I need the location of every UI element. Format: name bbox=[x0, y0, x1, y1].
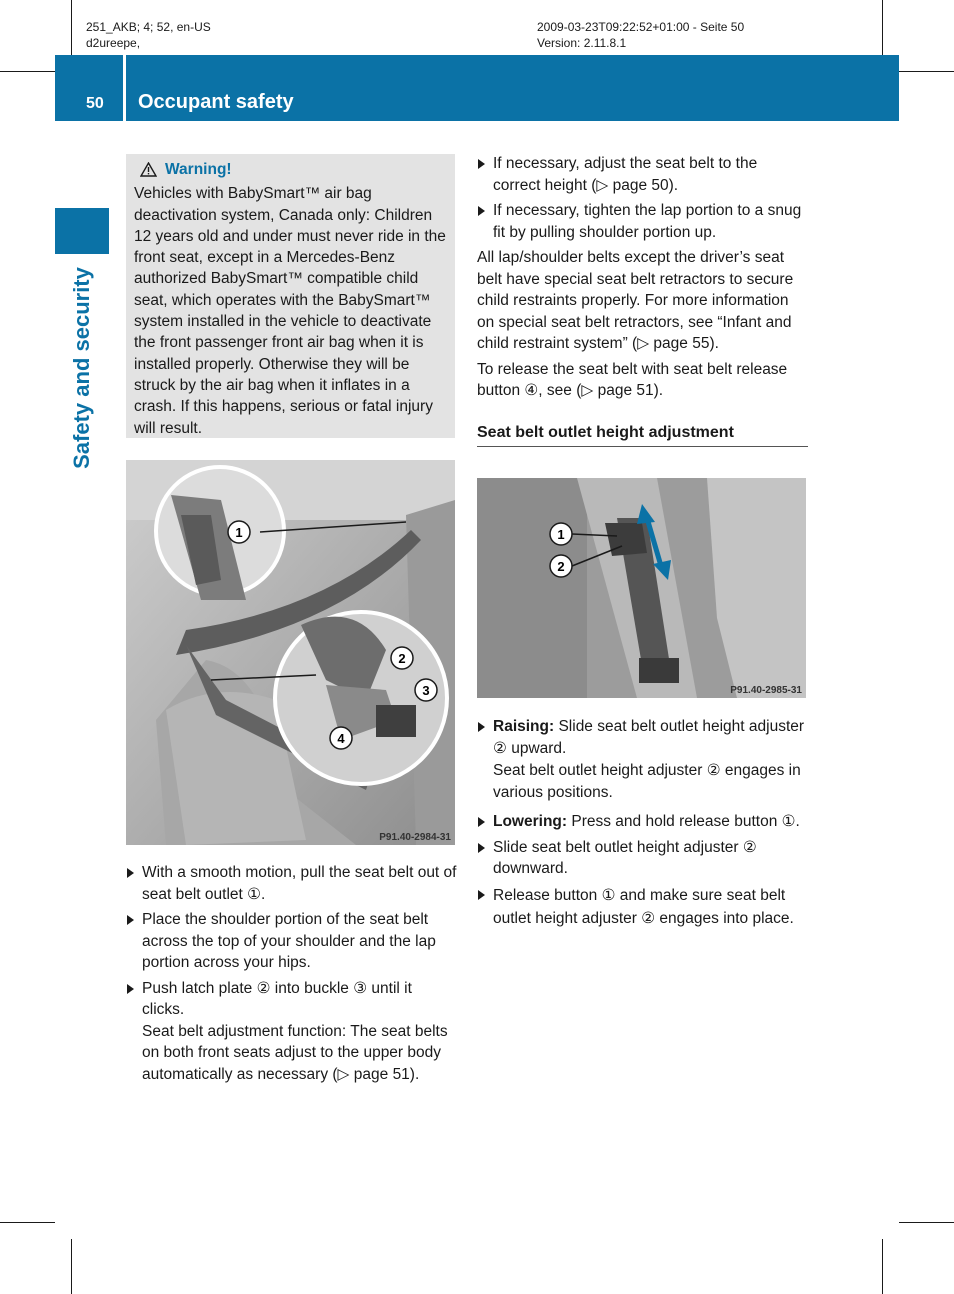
step-note: Seat belt outlet height adjuster ② engages in various positions. bbox=[493, 762, 801, 801]
callout-number: 2 bbox=[557, 559, 565, 574]
print-meta-right bbox=[537, 19, 744, 51]
crop-mark bbox=[0, 71, 55, 72]
step-arrow-icon bbox=[127, 868, 134, 878]
subsection-heading: Seat belt outlet height adjustment bbox=[477, 422, 808, 448]
step-text: Press and hold release button ①. bbox=[567, 813, 800, 830]
step-arrow-icon bbox=[478, 817, 485, 827]
warning-box bbox=[126, 154, 455, 438]
step-note: Seat belt adjustment function: The seat belts on both front seats adjust to the upper body automatically as necessary (▷ page 51). bbox=[142, 1022, 448, 1083]
step-text: Place the shoulder portion of the seat belt across the top of your shoulder and the lap portion across your hips. bbox=[142, 911, 436, 971]
step-arrow-icon bbox=[478, 843, 485, 853]
list-item bbox=[126, 978, 457, 1086]
step-text: If necessary, tighten the lap portion to a snug fit by pulling shoulder portion up. bbox=[493, 202, 802, 241]
list-item bbox=[477, 837, 808, 880]
body-paragraph: To release the seat belt with seat belt release button ④, see (▷ page 51). bbox=[477, 360, 788, 399]
list-item bbox=[477, 200, 808, 243]
crop-mark bbox=[71, 1239, 72, 1294]
callout-badge bbox=[550, 555, 572, 577]
step-arrow-icon bbox=[478, 159, 485, 169]
step-text: If necessary, adjust the seat belt to the correct height (▷ page 50). bbox=[493, 155, 758, 194]
step-arrow-icon bbox=[478, 890, 485, 900]
list-item bbox=[477, 884, 808, 930]
seat-belt-figure bbox=[126, 460, 455, 845]
warning-heading bbox=[140, 159, 447, 180]
step-text: Slide seat belt outlet height adjuster ② downward. bbox=[493, 838, 757, 877]
callout-number: 4 bbox=[337, 731, 345, 746]
print-meta-left bbox=[86, 19, 211, 51]
step-text: Push latch plate ② into buckle ③ until it clicks. bbox=[142, 979, 412, 1018]
body-paragraph: All lap/shoulder belts except the driver’s seat belt have special seat belt retractors to secure child restraints properly. For more information on special seat belt retractors, see “Infant and child restraint system” (▷ page 55). bbox=[477, 249, 794, 352]
meta-line: 2009-03-23T09:22:52+01:00 - Seite 50 bbox=[537, 20, 745, 34]
step-label: Lowering: bbox=[493, 813, 568, 830]
warning-body: Vehicles with BabySmart™ air bag deactivation system, Canada only: Children 12 years old and under must never ride in the front seat, except in a Mercedes-Benz authorized BabySmart™ compatible child seat, which operates with the BabySmart™ system installed in the vehicle to deactivate the front passenger front air bag when it is installed properly. Otherwise they will be struck by the air bag when it inflates in a crash. If this happens, serious or fatal injury will result. bbox=[134, 185, 446, 437]
crop-mark bbox=[882, 0, 883, 55]
list-item bbox=[126, 862, 457, 905]
callout-number: 3 bbox=[422, 683, 430, 698]
step-text: Slide seat belt outlet height adjuster ② upward. bbox=[493, 718, 805, 757]
list-item bbox=[477, 153, 808, 196]
callout-badge bbox=[228, 521, 250, 543]
callout-badge bbox=[415, 679, 437, 701]
meta-line: 251_AKB; 4; 52, en-US bbox=[86, 20, 211, 34]
callout-number: 1 bbox=[235, 525, 243, 540]
crop-mark bbox=[71, 0, 72, 55]
list-item bbox=[477, 716, 808, 803]
side-tab-title: Safety and security bbox=[69, 267, 94, 469]
callout-badge bbox=[550, 523, 572, 545]
step-arrow-icon bbox=[127, 915, 134, 925]
meta-line: Version: 2.11.8.1 bbox=[537, 36, 627, 50]
crop-mark bbox=[899, 1222, 954, 1223]
callout-number: 2 bbox=[398, 651, 406, 666]
step-text: With a smooth motion, pull the seat belt out of seat belt outlet ①. bbox=[142, 864, 457, 903]
step-arrow-icon bbox=[478, 722, 485, 732]
page-number: 50 bbox=[86, 95, 104, 112]
meta-line: d2ureepe, bbox=[86, 36, 141, 50]
right-steps-bottom bbox=[477, 716, 808, 934]
right-column bbox=[477, 153, 808, 457]
crop-mark bbox=[0, 1222, 55, 1223]
section-title: Occupant safety bbox=[138, 91, 294, 113]
step-arrow-icon bbox=[478, 206, 485, 216]
figure-caption: P91.40-2984-31 bbox=[379, 832, 451, 843]
figure-caption: P91.40-2985-31 bbox=[730, 685, 802, 696]
callout-badge bbox=[391, 647, 413, 669]
side-tab-marker bbox=[55, 208, 109, 254]
belt-outlet-illustration bbox=[477, 478, 806, 698]
crop-mark bbox=[882, 1239, 883, 1294]
seat-belt-illustration bbox=[126, 460, 455, 845]
left-steps bbox=[126, 862, 457, 1089]
warning-title: Warning! bbox=[165, 161, 232, 178]
list-item bbox=[477, 811, 808, 833]
belt-outlet-figure bbox=[477, 478, 806, 698]
crop-mark bbox=[899, 71, 954, 72]
step-arrow-icon bbox=[127, 984, 134, 994]
list-item bbox=[126, 909, 457, 974]
warning-triangle-icon bbox=[140, 162, 157, 177]
callout-number: 1 bbox=[557, 527, 565, 542]
step-text: Release button ① and make sure seat belt outlet height adjuster ② engages into place. bbox=[493, 886, 794, 927]
callout-badge bbox=[330, 727, 352, 749]
step-label: Raising: bbox=[493, 718, 555, 735]
header-separator bbox=[123, 55, 126, 121]
